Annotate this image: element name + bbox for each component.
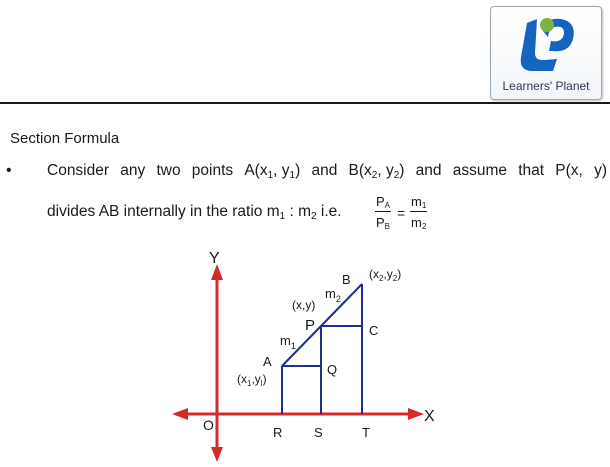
point-a-label: A xyxy=(263,354,272,369)
coord-a-label: $(x_1,y_l)$ xyxy=(237,372,267,388)
word: and xyxy=(415,162,442,179)
foot-s-label: S xyxy=(314,425,323,440)
word: assume xyxy=(452,162,508,179)
equals-sign: = xyxy=(397,205,406,221)
bullet-marker: • xyxy=(6,162,12,179)
point-b-label: B xyxy=(342,272,351,287)
word: points xyxy=(191,162,234,179)
y-axis-label: Y xyxy=(209,250,220,267)
point-p-label: P xyxy=(305,317,316,334)
ratio-fraction-m: $\frac{m_1}{m_2}$ xyxy=(411,194,427,231)
ratio-m1-label: $m_1$ xyxy=(280,333,296,351)
coord-p-label: (x,y) xyxy=(292,298,316,312)
point-c-label: C xyxy=(369,323,379,338)
point-a-expression: $A(x_1$, $y_1$) xyxy=(244,162,301,181)
origin-label: O xyxy=(203,417,214,433)
word: and xyxy=(311,162,338,179)
ratio-fraction-points: $\frac{P_A}{P_B}$ xyxy=(376,194,391,231)
word: Consider xyxy=(47,162,110,179)
statement-line-2: divides AB internally in the ratio $m_1$ : $m_2$ i.e. xyxy=(47,203,342,222)
word: y) xyxy=(594,162,607,179)
brand-name: Learners' Planet xyxy=(502,79,590,93)
x-axis-label: X xyxy=(424,408,435,425)
section-title: Section Formula xyxy=(10,130,120,147)
x-axis-arrow-left-icon xyxy=(172,408,188,420)
word: any xyxy=(120,162,146,179)
x-axis-arrow-right-icon xyxy=(408,408,424,420)
word: that xyxy=(518,162,545,179)
coord-b-label: $(x_2,y_2)$ xyxy=(369,267,402,283)
point-b-expression: $B(x_2$, $y_2$) xyxy=(348,162,405,181)
word: two xyxy=(156,162,181,179)
foot-r-label: R xyxy=(273,425,283,440)
ratio-m2-label: $m_2$ xyxy=(325,286,341,304)
point-q-label: Q xyxy=(327,362,338,377)
foot-t-label: T xyxy=(362,425,370,440)
word: P(x, xyxy=(555,162,583,179)
y-axis-arrow-down-icon xyxy=(211,447,223,462)
